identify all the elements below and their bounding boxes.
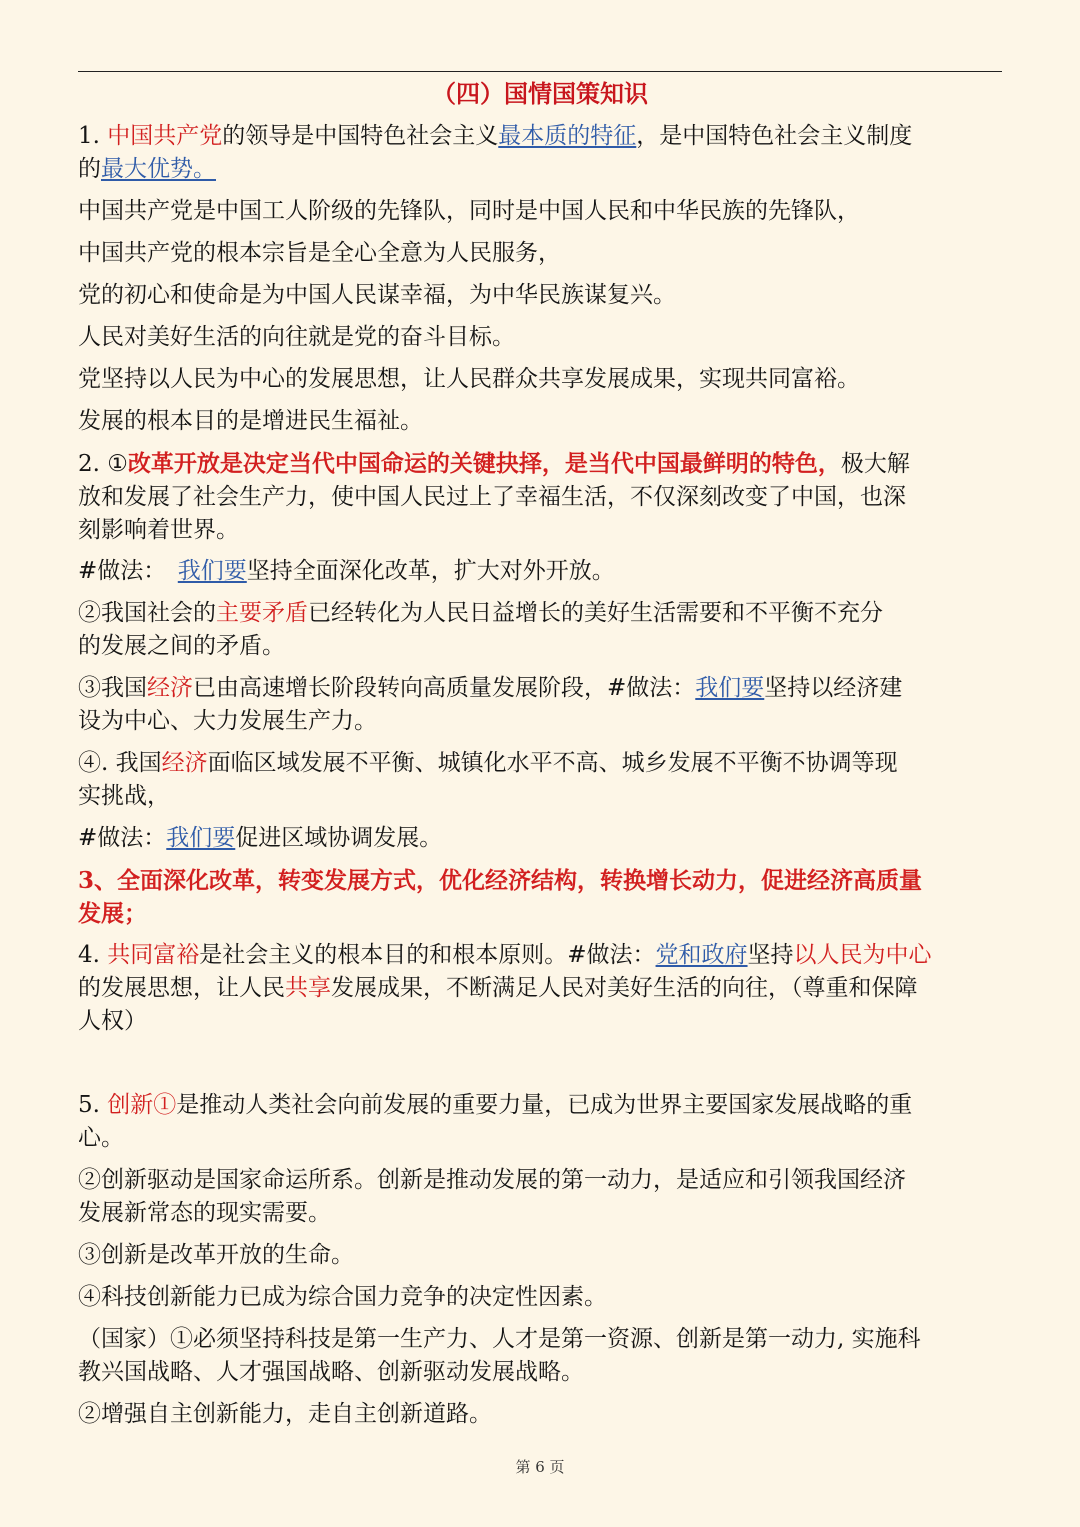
item-5-independent: ②增强自主创新能力，走自主创新道路。: [78, 1401, 492, 1427]
item-5-nation-line-2: 教兴国战略、人才强国战略、创新驱动发展战略。: [78, 1359, 584, 1385]
item-4: [78, 939, 1002, 1038]
item-3: [78, 864, 1002, 930]
item-5-drive-line-2: 发展新常态的现实需要。: [78, 1200, 331, 1226]
economy-stage-highlight: 经济: [147, 675, 193, 701]
item-2-contradiction: [78, 597, 1002, 663]
item-5-number: 5.: [78, 1092, 108, 1118]
item-2-regional-line-2: 实挑战，: [78, 783, 170, 809]
item-5-nation: [78, 1323, 1002, 1389]
item-5-line-1: [78, 1089, 1002, 1122]
item-5: [78, 1089, 1002, 1155]
item-5-line-2: 心。: [78, 1125, 124, 1151]
item-2-highlight-reform: 改革开放是决定当代中国命运的关键抉择，是当代中国最鲜明的特色，: [127, 450, 841, 477]
item-1-text-3: 的: [78, 156, 101, 182]
economy-stage-prefix: ③我国: [78, 675, 147, 701]
header-rule: [78, 71, 1002, 72]
item-4-subject: 党和政府: [655, 942, 748, 968]
item-2-line-3: 刻影响着世界。: [78, 517, 239, 543]
line-people-centered: 党坚持以人民为中心的发展思想，让人民群众共享发展成果，实现共同富裕。: [78, 366, 860, 392]
item-4-text-4: 发展成果，不断满足人民对美好生活的向往，（尊重和保障: [331, 975, 918, 1001]
item-1-highlight-party: 中国共产党: [107, 123, 223, 149]
item-4-line-3: 人权）: [78, 1008, 147, 1034]
practice-2-subject: 我们要: [166, 825, 236, 851]
regional-text: 面临区域发展不平衡、城镇化水平不高、城乡发展不平衡不协调等现: [207, 750, 898, 776]
item-1-underline-advantage: 最大优势。: [101, 156, 216, 182]
economy-stage-subject: 我们要: [695, 675, 765, 701]
item-2-line-2: 放和发展了社会生产力，使中国人民过上了幸福生活，不仅深刻改变了中国，也深: [78, 484, 906, 510]
item-2-number: 2. ①: [78, 451, 128, 477]
item-1-number: 1.: [78, 123, 108, 149]
line-goal: 人民对美好生活的向往就是党的奋斗目标。: [78, 324, 515, 350]
item-4-text-3: 的发展思想，让人民: [78, 975, 285, 1001]
item-2-economy-stage-line-2: 设为中心、大力发展生产力。: [78, 708, 377, 734]
practice-1-text: 坚持全面深化改革，扩大对外开放。: [246, 558, 615, 584]
contradiction-text: 已经转化为人民日益增长的美好生活需要和不平衡不充分: [308, 600, 883, 626]
line-vanguard: 中国共产党是中国工人阶级的先锋队，同时是中国人民和中华民族的先锋队，: [78, 198, 860, 224]
economy-stage-text-2: 坚持以经济建: [764, 675, 903, 701]
page-number: 第 6 页: [515, 1458, 565, 1476]
economy-stage-text: 已由高速增长阶段转向高质量发展阶段，#做法：: [193, 675, 696, 701]
practice-2: [78, 822, 1002, 855]
practice-1-label: #做法：: [78, 558, 178, 584]
line-development-aim: 发展的根本目的是增进民生福祉。: [78, 408, 423, 434]
item-2-line-1: [78, 447, 1002, 481]
document-page: [78, 0, 1002, 1527]
item-4-line-1: [78, 939, 1002, 972]
item-1-line-2: [78, 153, 1002, 186]
item-4-highlight-people: 以人民为中心: [793, 942, 932, 968]
item-2-economy-stage: [78, 672, 1002, 738]
item-2-economy-stage-line-1: [78, 672, 1002, 705]
section-heading: （四）国情国策知识: [432, 79, 648, 108]
item-1-line-1: [78, 120, 1002, 153]
line-mission: 党的初心和使命是为中国人民谋幸福，为中华民族谋复兴。: [78, 282, 676, 308]
item-1-underline-essence: 最本质的特征: [498, 123, 637, 149]
item-5-drive: [78, 1164, 1002, 1230]
item-5-drive-line-1: ②创新驱动是国家命运所系。创新是推动发展的第一动力，是适应和引领我国经济: [78, 1167, 906, 1193]
item-3-line-2: 发展；: [78, 900, 147, 927]
item-5-life: ③创新是改革开放的生命。: [78, 1242, 354, 1268]
item-4-line-2: [78, 972, 1002, 1005]
item-4-text: 是社会主义的根本目的和根本原则。#做法：: [199, 942, 656, 968]
item-2-contradiction-line-2: 的发展之间的矛盾。: [78, 633, 285, 659]
item-1: [78, 120, 1002, 186]
practice-2-label: #做法：: [78, 825, 167, 851]
regional-highlight: 经济: [161, 750, 208, 776]
item-2-contradiction-line-1: [78, 597, 1002, 630]
item-2-text: 极大解: [840, 451, 910, 477]
item-5-tech: ④科技创新能力已成为综合国力竞争的决定性因素。: [78, 1284, 607, 1310]
item-2-regional: [78, 747, 1002, 813]
item-2-regional-line-1: [78, 747, 1002, 780]
item-5-highlight-innovation: 创新①: [107, 1092, 177, 1118]
regional-prefix: ④. 我国: [78, 750, 162, 776]
item-4-highlight-prosperity: 共同富裕: [107, 942, 200, 968]
practice-2-text: 促进区域协调发展。: [235, 825, 443, 851]
contradiction-highlight: 主要矛盾: [216, 600, 308, 626]
item-5-nation-line-1: （国家）①必须坚持科技是第一生产力、人才是第一资源、创新是第一动力, 实施科: [78, 1326, 921, 1352]
item-4-number: 4.: [78, 942, 108, 968]
item-3-line-1: 3、全面深化改革，转变发展方式，优化经济结构，转换增长动力，促进经济高质量: [78, 867, 923, 894]
item-1-text: 的领导是中国特色社会主义: [222, 123, 499, 149]
item-4-text-2: 坚持: [747, 942, 794, 968]
contradiction-prefix: ②我国社会的: [78, 600, 216, 626]
item-4-highlight-share: 共享: [285, 975, 331, 1001]
line-purpose: 中国共产党的根本宗旨是全心全意为人民服务，: [78, 240, 561, 266]
practice-1: [78, 555, 1002, 588]
practice-1-subject: 我们要: [177, 558, 247, 584]
item-1-text-2: ，是中国特色社会主义制度: [636, 123, 913, 149]
item-2: [78, 447, 1002, 547]
item-5-text: 是推动人类社会向前发展的重要力量，已成为世界主要国家发展战略的重: [176, 1092, 913, 1118]
